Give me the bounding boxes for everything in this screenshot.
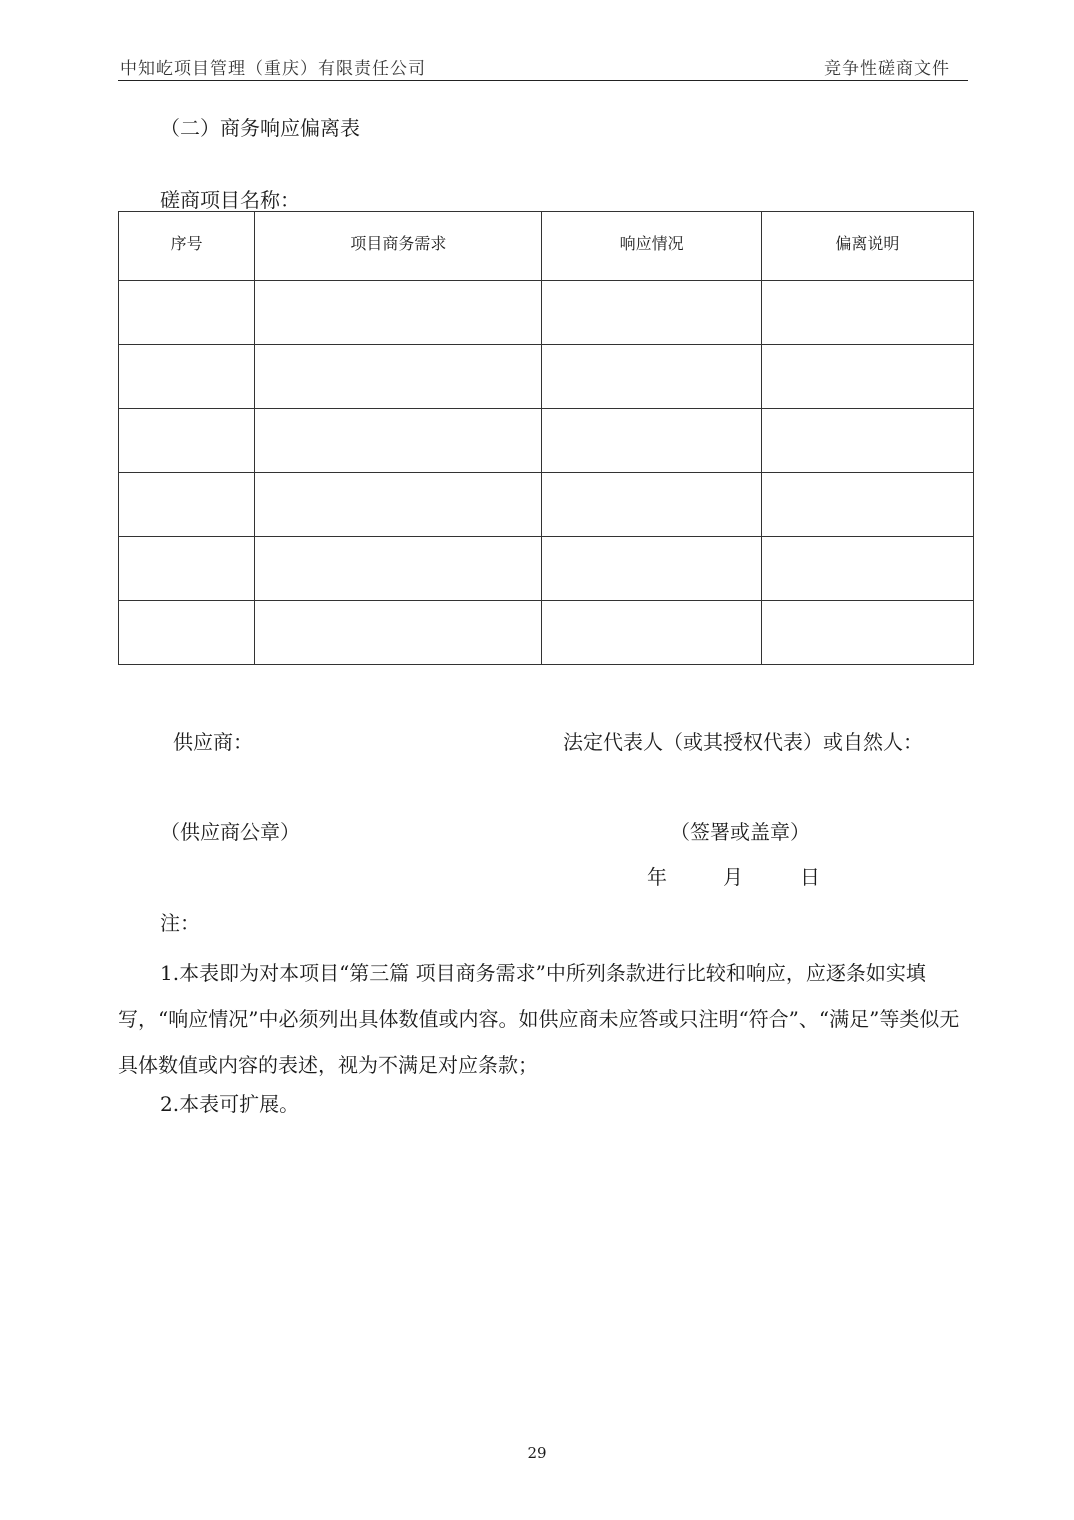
table-row xyxy=(119,473,974,537)
table-cell[interactable] xyxy=(255,281,542,345)
table-cell[interactable] xyxy=(542,601,761,665)
table-cell[interactable] xyxy=(761,345,973,409)
table-cell[interactable] xyxy=(542,281,761,345)
table-cell[interactable] xyxy=(542,537,761,601)
table-cell[interactable] xyxy=(542,345,761,409)
table-cell[interactable] xyxy=(542,473,761,537)
date-year-label: 年 xyxy=(647,865,667,889)
table-cell[interactable] xyxy=(119,473,255,537)
table-cell[interactable] xyxy=(255,345,542,409)
table-cell[interactable] xyxy=(761,281,973,345)
table-row xyxy=(119,409,974,473)
column-header-response: 响应情况 xyxy=(542,212,761,281)
table-cell[interactable] xyxy=(119,409,255,473)
date-day-label: 日 xyxy=(800,865,820,889)
sign-or-seal-label: （签署或盖章） xyxy=(670,820,810,844)
table-cell[interactable] xyxy=(761,537,973,601)
table-row xyxy=(119,345,974,409)
column-header-requirement: 项目商务需求 xyxy=(255,212,542,281)
supplier-seal-label: （供应商公章） xyxy=(160,820,300,844)
table-cell[interactable] xyxy=(255,409,542,473)
column-header-index: 序号 xyxy=(119,212,255,281)
table-cell[interactable] xyxy=(761,473,973,537)
table-cell[interactable] xyxy=(119,345,255,409)
header-rule xyxy=(118,80,968,81)
date-month-label: 月 xyxy=(723,865,743,889)
table-row xyxy=(119,537,974,601)
table-cell[interactable] xyxy=(542,409,761,473)
section-title: （二）商务响应偏离表 xyxy=(160,116,360,140)
project-name-label: 磋商项目名称： xyxy=(160,188,300,212)
table-row xyxy=(119,601,974,665)
table-cell[interactable] xyxy=(255,473,542,537)
column-header-deviation: 偏离说明 xyxy=(761,212,973,281)
table-cell[interactable] xyxy=(255,537,542,601)
table-cell[interactable] xyxy=(119,537,255,601)
note-item-2: 2.本表可扩展。 xyxy=(160,1092,300,1116)
supplier-label: 供应商： xyxy=(173,730,253,754)
table-row xyxy=(119,281,974,345)
legal-representative-label: 法定代表人（或其授权代表）或自然人： xyxy=(563,730,923,754)
table-cell[interactable] xyxy=(761,601,973,665)
header-doc-type: 竞争性磋商文件 xyxy=(824,59,950,79)
deviation-table xyxy=(118,211,974,665)
table-cell[interactable] xyxy=(119,601,255,665)
table-cell[interactable] xyxy=(761,409,973,473)
table-header-row xyxy=(119,212,974,281)
header-company: 中知屹项目管理（重庆）有限责任公司 xyxy=(120,59,426,79)
table-cell[interactable] xyxy=(255,601,542,665)
page-number: 29 xyxy=(527,1444,547,1462)
note-item-1: 1.本表即为对本项目“第三篇 项目商务需求”中所列条款进行比较和响应，应逐条如实填写，“响应情况”中必须列出具体数值或内容。如供应商未应答或只注明“符合”、“满足”等类似无具体数值或内容的表述，视为不满足对应条款； xyxy=(118,961,960,1077)
notes-heading: 注： xyxy=(160,911,200,935)
table-cell[interactable] xyxy=(119,281,255,345)
